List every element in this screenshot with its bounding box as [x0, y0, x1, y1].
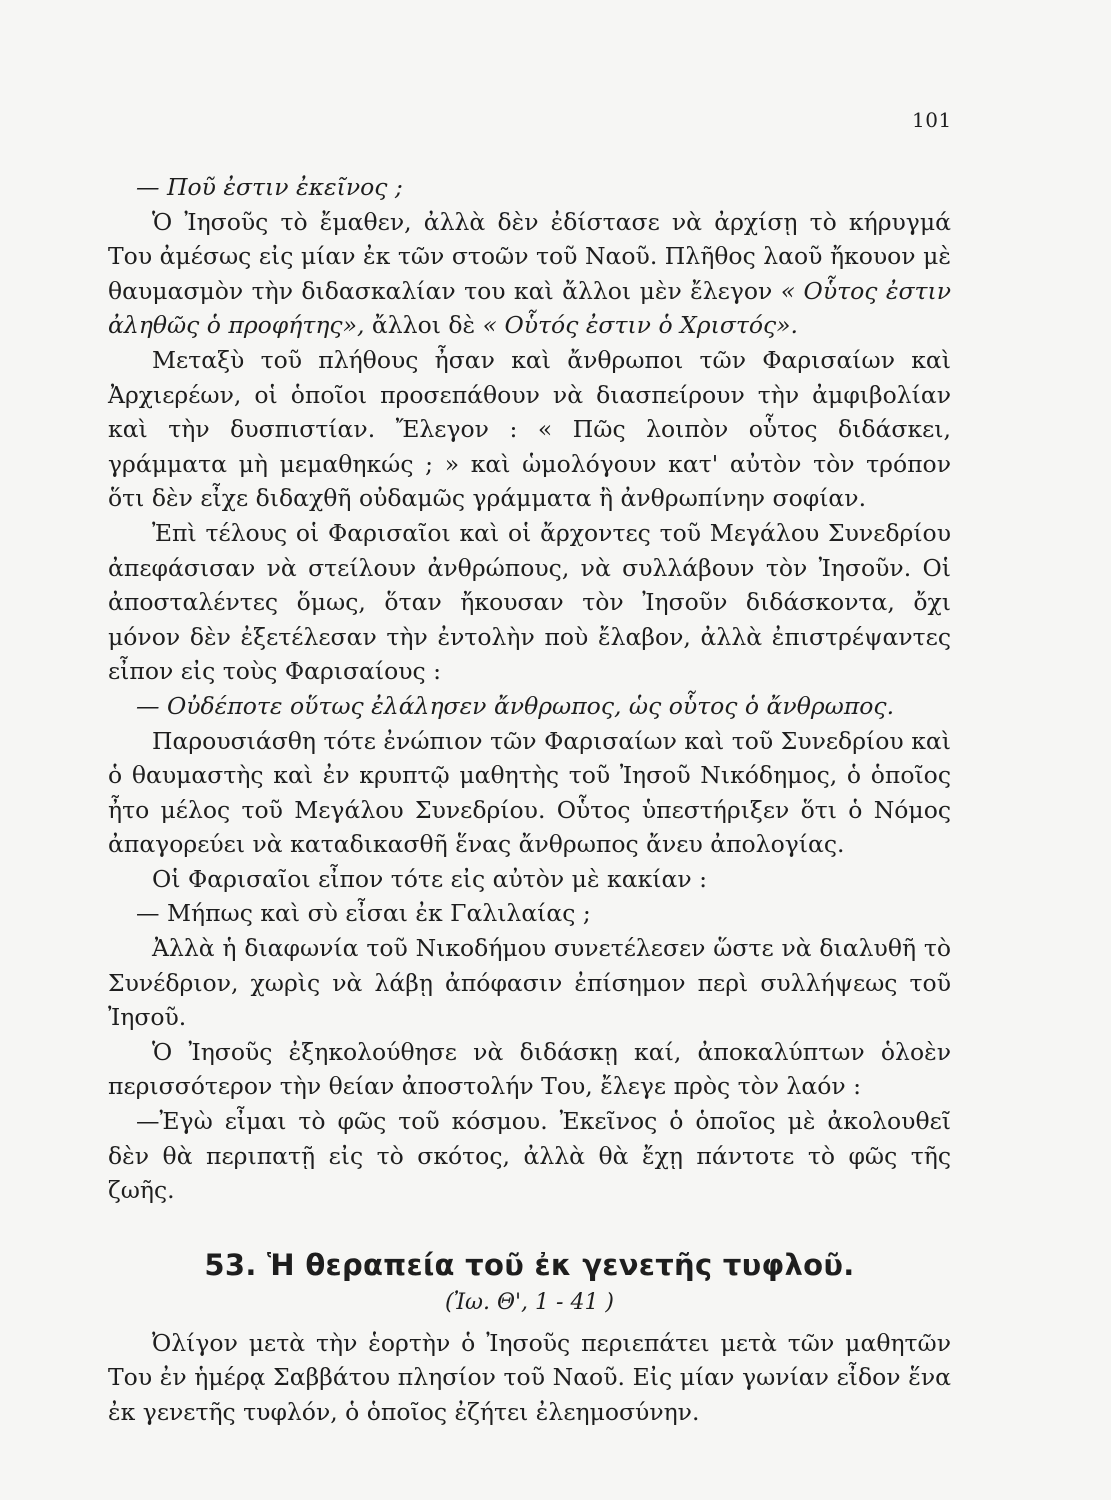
page-text: [108, 170, 951, 1430]
paragraph-officers-sent: Ἐπὶ τέλους οἱ Φαρισαῖοι καὶ οἱ ἄρχοντες τοῦ Μεγάλου Συνεδρίου ἀπεφάσισαν νὰ στείλουν ἀνθρώπους, νὰ συλλάβουν τὸν Ἰησοῦν. Οἱ ἀποσταλέντες ὅμως, ὅταν ἤκουσαν τὸν Ἰησοῦν διδάσκοντα, ὄχι μόνον δὲν ἐξετέλεσαν τὴν ἐντολὴν ποὺ ἔλαβον, ἀλλὰ ἐπιστρέψαντες εἶπον εἰς τοὺς Φαρισαίους :: [108, 518, 951, 686]
paragraph-teaching-in-temple: [108, 205, 951, 343]
dialog-line-light-of-world: —Ἐγὼ εἶμαι τὸ φῶς τοῦ κόσμου. Ἐκεῖνος ὁ ὁποῖος μὲ ἀκολουθεῖ δὲν θὰ περιπατῇ εἰς τὸ σκότος, ἀλλὰ θὰ ἔχῃ πάντοτε τὸ φῶς τῆς ζωῆς.: [108, 1107, 951, 1205]
quote-true-prophet: « Οὗτος ἐστιν ἀληθῶς ὁ προφήτης»,: [108, 276, 951, 340]
dialog-line-where-is-he: — Ποῦ ἐστιν ἐκεῖνος ;: [136, 173, 403, 201]
dialog-line-galilee: — Μήπως καὶ σὺ εἶσαι ἐκ Γαλιλαίας ;: [136, 899, 591, 928]
paragraph-council-dissolved: Ἀλλὰ ἡ διαφωνία τοῦ Νικοδήμου συνετέλεσεν ὥστε νὰ διαλυθῆ τὸ Συνέδριον, χωρὶς νὰ λάβῃ ἀπόφασιν ἐπίσημον περὶ συλλήψεως τοῦ Ἰησοῦ.: [108, 934, 951, 1032]
paragraph-pharisees-reply: Οἱ Φαρισαῖοι εἶπον τότε εἰς αὐτὸν μὲ κακίαν :: [152, 864, 708, 893]
paragraph-nicodemus: Παρουσιάσθη τότε ἐνώπιον τῶν Φαρισαίων καὶ τοῦ Συνεδρίου καὶ ὁ θαυμαστὴς καὶ ἐν κρυπτῷ μαθητὴς τοῦ Ἰησοῦ Νικόδημος, ὁ ὁποῖος ἦτο μέλος τοῦ Μεγάλου Συνεδρίου. Οὗτος ὑπεστήριξεν ὅτι ὁ Νόμος ἀπαγορεύει νὰ καταδικασθῆ ἕνας ἄνθρωπος ἄνευ ἀπολογίας.: [108, 726, 951, 859]
paragraph-jesus-continued: Ὁ Ἰησοῦς ἐξηκολούθησε νὰ διδάσκῃ καί, ἀποκαλύπτων ὁλοὲν περισσότερον τὴν θείαν ἀποστολήν Του, ἔλεγε πρὸς τὸν λαόν :: [108, 1037, 951, 1101]
page-number: 101: [912, 108, 952, 132]
paragraph-blind-man: Ὀλίγον μετὰ τὴν ἑορτὴν ὁ Ἰησοῦς περιεπάτει μετὰ τῶν μαθητῶν Του ἐν ἡμέρᾳ Σαββάτου πλησίον τοῦ Ναοῦ. Εἰς μίαν γωνίαν εἶδον ἕνα ἐκ γενετῆς τυφλόν, ὁ ὁποῖος ἐζήτει ἐλεημοσύνην.: [108, 1328, 951, 1426]
quote-christ: « Οὗτός ἐστιν ὁ Χριστός».: [482, 311, 799, 340]
scripture-reference: (Ἰω. Θ', 1 - 41 ): [444, 1289, 615, 1315]
paragraph-text: Ὁ Ἰησοῦς τὸ ἔμαθεν, ἀλλὰ δὲν ἐδίστασε νὰ ἀρχίσῃ τὸ κήρυγμά Του ἀμέσως εἰς μίαν ἐκ τῶν στοῶν τοῦ Ναοῦ. Πλῆθος λαοῦ ἤκουον μὲ θαυμασμὸν τὴν διδασκαλίαν του καὶ ἄλλοι μὲν ἔλεγον: [108, 207, 951, 305]
section-heading: 53. Ἡ θεραπεία τοῦ ἐκ γενετῆς τυφλοῦ.: [204, 1247, 855, 1282]
paragraph-text: ἄλλοι δὲ: [364, 311, 483, 340]
dialog-line-never-spoke: — Οὐδέποτε οὕτως ἐλάλησεν ἄνθρωπος, ὡς οὗτος ὁ ἄνθρωπος.: [136, 691, 895, 720]
paragraph-pharisees-doubt: Μεταξὺ τοῦ πλήθους ἦσαν καὶ ἄνθρωποι τῶν Φαρισαίων καὶ Ἀρχιερέων, οἱ ὁποῖοι προσεπάθουν νὰ διασπείρουν τὴν ἀμφιβολίαν καὶ τὴν δυσπιστίαν. Ἔλεγον : « Πῶς λοιπὸν οὗτος διδάσκει, γράμματα μὴ μεμαθηκώς ; » καὶ ὡμολόγουν κατ' αὐτὸν τὸν τρόπον ὅτι δὲν εἶχε διδαχθῆ οὐδαμῶς γράμματα ἢ ἀνθρωπίνην σοφίαν.: [108, 345, 951, 513]
